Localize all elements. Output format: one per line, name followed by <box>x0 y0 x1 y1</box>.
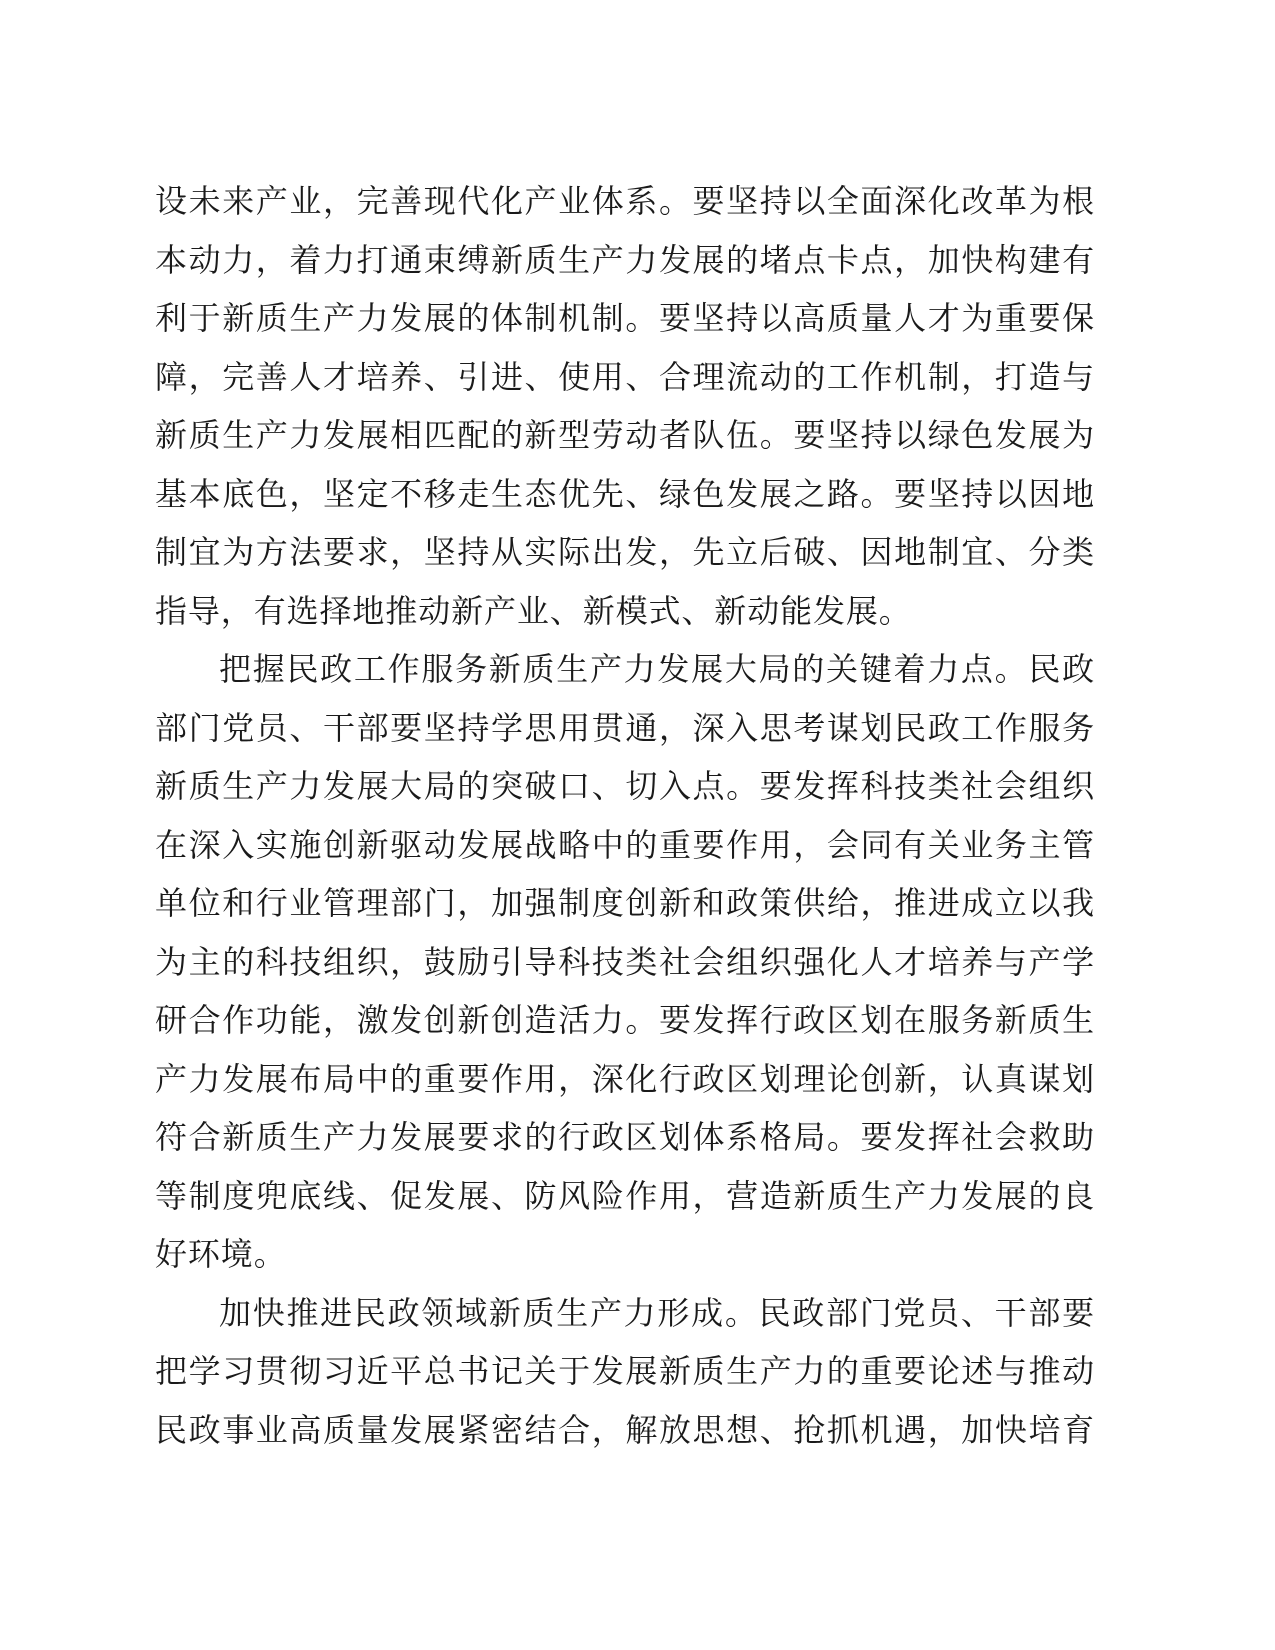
paragraph-2-line-9: 符合新质生产力发展要求的行政区划体系格局。要发挥社会救助 <box>155 1118 1095 1156</box>
paragraph-2-line-4: 在深入实施创新驱动发展战略中的重要作用，会同有关业务主管 <box>155 825 1095 864</box>
paragraph-2-line-3: 新质生产力发展大局的突破口、切入点。要发挥科技类社会组织 <box>155 767 1095 805</box>
paragraph-2-line-10: 等制度兜底线、促发展、防风险作用，营造新质生产力发展的良 <box>155 1176 1095 1215</box>
paragraph-3-line-2: 把学习贯彻习近平总书记关于发展新质生产力的重要论述与推动 <box>155 1352 1095 1390</box>
paragraph-2-line-5: 单位和行业管理部门，加强制度创新和政策供给，推进成立以我 <box>155 884 1095 922</box>
paragraph-1-line-5: 新质生产力发展相匹配的新型劳动者队伍。要坚持以绿色发展为 <box>155 416 1095 454</box>
paragraph-2-line-6: 为主的科技组织，鼓励引导科技类社会组织强化人才培养与产学 <box>155 942 1095 981</box>
paragraph-2-line-8: 产力发展布局中的重要作用，深化行政区划理论创新，认真谋划 <box>155 1059 1095 1098</box>
paragraph-1-line-1: 设未来产业，完善现代化产业体系。要坚持以全面深化改革为根 <box>155 182 1095 220</box>
paragraph-1-line-4: 障，完善人才培养、引进、使用、合理流动的工作机制，打造与 <box>155 357 1095 396</box>
paragraph-3-line-3: 民政事业高质量发展紧密结合，解放思想、抢抓机遇，加快培育 <box>155 1410 1095 1449</box>
paragraph-2-line-2: 部门党员、干部要坚持学思用贯通，深入思考谋划民政工作服务 <box>155 708 1095 747</box>
paragraph-1-line-7: 制宜为方法要求，坚持从实际出发，先立后破、因地制宜、分类 <box>155 533 1095 571</box>
paragraph-2-line-7: 研合作功能，激发创新创造活力。要发挥行政区划在服务新质生 <box>155 1001 1095 1039</box>
paragraph-1-line-8: 指导，有选择地推动新产业、新模式、新动能发展。 <box>155 591 912 630</box>
paragraph-1-line-3: 利于新质生产力发展的体制机制。要坚持以高质量人才为重要保 <box>155 299 1095 337</box>
document-body <box>155 172 1095 1459</box>
paragraph-3-line-1: 加快推进民政领域新质生产力形成。民政部门党员、干部要 <box>219 1293 1095 1332</box>
paragraph-2-line-11: 好环境。 <box>155 1235 287 1273</box>
paragraph-2-line-1: 把握民政工作服务新质生产力发展大局的关键着力点。民政 <box>219 650 1095 688</box>
paragraph-1-line-6: 基本底色，坚定不移走生态优先、绿色发展之路。要坚持以因地 <box>155 474 1095 513</box>
paragraph-1-line-2: 本动力，着力打通束缚新质生产力发展的堵点卡点，加快构建有 <box>155 240 1095 279</box>
